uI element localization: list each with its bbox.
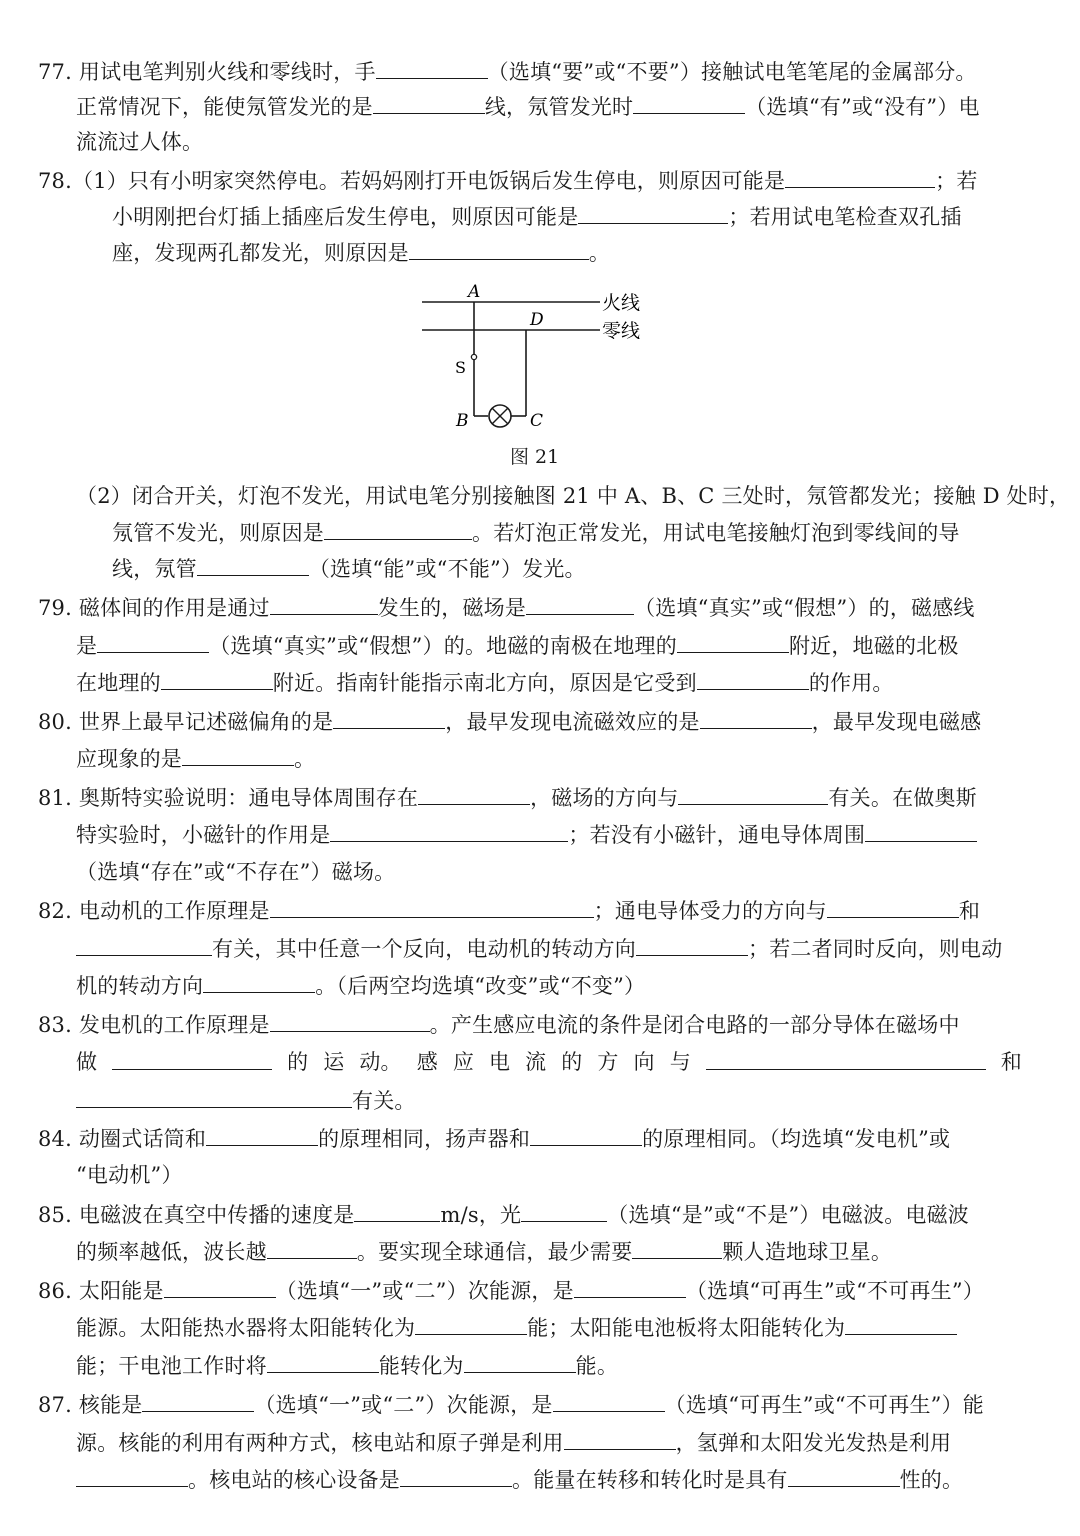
text: 能源。太阳能热水器将太阳能转化为 (76, 1316, 416, 1340)
q78-line-1 (38, 165, 978, 196)
text: 。若灯泡正常发光，用试电笔接触灯泡到零线间的导 (472, 521, 960, 545)
answer-blank[interactable] (182, 743, 294, 766)
answer-blank[interactable] (373, 91, 485, 114)
q83-line-1 (38, 1009, 960, 1040)
answer-blank[interactable] (788, 1464, 900, 1487)
q78-line-3 (112, 237, 610, 268)
answer-blank[interactable] (161, 667, 273, 690)
q78-line-2 (112, 201, 962, 232)
text: （选填“真实”或“假想”）的，磁感线 (634, 596, 975, 620)
text: 。产生感应电流的条件是闭合电路的一部分导体在磁场中 (429, 1013, 960, 1037)
text: 87. 核能是 (38, 1393, 143, 1417)
q85-line-2 (76, 1236, 892, 1267)
answer-blank[interactable] (330, 819, 568, 842)
q86-line-2 (76, 1312, 957, 1343)
answer-blank[interactable] (270, 895, 594, 918)
text: 的 (561, 1050, 583, 1074)
text: 。核电站的核心设备是 (188, 1468, 400, 1492)
text: 线，氖管 (112, 557, 197, 581)
text: “电动机”） (76, 1163, 183, 1187)
text: 应 (452, 1050, 475, 1074)
text: ；通电导体受力的方向与 (593, 899, 827, 923)
answer-blank[interactable] (400, 1464, 512, 1487)
text: 附近。指南针能指示南北方向，原因是它受到 (272, 671, 697, 695)
text: （2）闭合开关，灯泡不发光，用试电笔分别接触图 21 中 A、B、C 三处时，氖管都发光；接触 D 处时， (76, 484, 1071, 508)
answer-blank[interactable] (97, 630, 209, 653)
text: （选填“一”或“二”）次能源，是 (275, 1279, 574, 1303)
text: 。 (588, 241, 611, 265)
text: 85. 电磁波在真空中传播的速度是 (38, 1203, 355, 1227)
text: 79. 磁体间的作用是通过 (38, 596, 270, 620)
answer-blank[interactable] (415, 1312, 527, 1335)
text: 正常情况下，能使氖管发光的是 (76, 95, 373, 119)
answer-blank[interactable] (112, 1047, 272, 1070)
text: 84. 动圈式话筒和 (38, 1127, 207, 1151)
answer-blank[interactable] (785, 165, 935, 188)
text: ，氢弹和太阳发光发热是利用 (675, 1431, 952, 1455)
text: 做 (76, 1050, 98, 1074)
q87-line-3 (76, 1464, 963, 1495)
text: 附近，地磁的北极 (788, 634, 959, 658)
switch-contact-top (471, 354, 476, 359)
answer-blank[interactable] (270, 1009, 430, 1032)
text: 的原理相同，扬声器和 (318, 1127, 531, 1151)
text: 80. 世界上最早记述磁偏角的是 (38, 710, 334, 734)
q79-line-1 (38, 592, 975, 623)
text: （选填“要”或“不要”）接触试电笔笔尾的金属部分。 (487, 60, 977, 84)
text: （选填“可再生”或“不可再生”） (685, 1279, 984, 1303)
q82-line-2 (76, 933, 1002, 964)
text: 有关，其中任意一个反向，电动机的转动方向 (212, 937, 636, 961)
answer-blank[interactable] (409, 237, 589, 260)
text: 和 (958, 899, 981, 923)
text: 运 (323, 1050, 345, 1074)
answer-blank[interactable] (76, 933, 212, 956)
q79-line-2 (76, 630, 959, 661)
answer-blank[interactable] (203, 970, 315, 993)
text: 的作用。 (808, 671, 894, 695)
q80-line-1 (38, 706, 981, 737)
text: （选填“真实”或“假想”）的。地磁的南极在地理的 (209, 634, 677, 658)
q84-line-1 (38, 1123, 950, 1154)
answer-blank[interactable] (197, 553, 309, 576)
q86-line-1 (38, 1275, 984, 1306)
text: （选填“是”或“不是”）电磁波。电磁波 (607, 1203, 969, 1227)
answer-blank[interactable] (526, 592, 634, 615)
text: （选填“存在”或“不存在”）磁场。 (76, 860, 396, 884)
text: 83. 发电机的工作原理是 (38, 1013, 270, 1037)
text: ，磁场的方向与 (530, 786, 679, 810)
answer-blank[interactable] (270, 592, 378, 615)
answer-blank[interactable] (521, 1199, 607, 1222)
text: （选填“能”或“不能”）发光。 (308, 557, 586, 581)
answer-blank[interactable] (530, 1123, 642, 1146)
q87-line-2 (76, 1427, 951, 1458)
text: 机的转动方向 (76, 974, 204, 998)
answer-blank[interactable] (700, 706, 812, 729)
label-c: C (530, 411, 544, 431)
text: 77. 用试电笔判别火线和零线时，手 (38, 60, 376, 84)
answer-blank[interactable] (845, 1312, 957, 1335)
answer-blank[interactable] (418, 782, 530, 805)
text: 有关。 (352, 1089, 416, 1113)
text: 线，氖管发光时 (484, 95, 634, 119)
answer-blank[interactable] (76, 1085, 352, 1108)
text: 方 (597, 1050, 619, 1074)
text: 和 (1000, 1050, 1022, 1074)
text: 。（后两空均选填“改变”或“不变”） (315, 974, 646, 998)
circuit-svg (400, 278, 670, 448)
q82-line-3 (76, 970, 645, 1001)
text: 发生的，磁场是 (377, 596, 527, 620)
neutral-wire-label: 零线 (602, 320, 641, 342)
text: 78.（1）只有小明家突然停电。若妈妈刚打开电饭锅后发生停电，则原因可能是 (38, 169, 786, 193)
q81-line-3 (76, 857, 395, 887)
text: 应现象的是 (76, 747, 182, 771)
q87-line-1 (38, 1389, 984, 1420)
q78-p2-line-1 (76, 481, 1070, 511)
label-a: A (468, 282, 481, 302)
text: 82. 电动机的工作原理是 (38, 899, 270, 923)
q77-line-2 (76, 91, 980, 122)
q78-p2-line-2 (112, 517, 960, 548)
label-d: D (530, 310, 544, 330)
text: ，最早发现电磁感 (811, 710, 982, 734)
text: 在地理的 (76, 671, 161, 695)
q81-line-1 (38, 782, 977, 813)
answer-blank[interactable] (678, 782, 828, 805)
text: 81. 奥斯特实验说明：通电导体周围存在 (38, 786, 419, 810)
q86-line-3 (76, 1350, 618, 1381)
answer-blank[interactable] (206, 1123, 318, 1146)
text: 的原理相同。（均选填“发电机”或 (642, 1127, 951, 1151)
text: ；若用试电笔检查双孔插 (728, 205, 962, 229)
answer-blank[interactable] (267, 1350, 379, 1373)
text: ；若二者同时反向，则电动 (748, 937, 1003, 961)
text: 能转化为 (378, 1354, 464, 1378)
answer-blank[interactable] (574, 1275, 686, 1298)
text: （选填“可再生”或“不可再生”）能 (664, 1393, 984, 1417)
text: 的 (287, 1050, 309, 1074)
answer-blank[interactable] (632, 1236, 722, 1259)
answer-blank[interactable] (564, 1427, 676, 1450)
label-b: B (456, 411, 469, 431)
text: 与 (669, 1050, 691, 1074)
answer-blank[interactable] (142, 1389, 254, 1412)
q77-line-1 (38, 56, 977, 87)
live-wire-label: 火线 (602, 292, 641, 314)
answer-blank[interactable] (677, 630, 789, 653)
text: 颗人造地球卫星。 (722, 1240, 893, 1264)
text: 。能量在转移和转化时是具有 (512, 1468, 788, 1492)
q79-line-3 (76, 667, 894, 698)
text: 流 (525, 1050, 547, 1074)
figure-caption: 图 21 (510, 446, 560, 468)
text: 能；干电池工作时将 (76, 1354, 267, 1378)
text: 的频率越低，波长越 (76, 1240, 267, 1264)
text: 座，发现两孔都发光，则原因是 (112, 241, 409, 265)
text: 能；太阳能电池板将太阳能转化为 (527, 1316, 846, 1340)
text: （选填“一”或“二”）次能源，是 (254, 1393, 553, 1417)
answer-blank[interactable] (376, 56, 488, 79)
answer-blank[interactable] (827, 895, 959, 918)
answer-blank[interactable] (164, 1275, 276, 1298)
text: m/s，光 (440, 1203, 522, 1227)
answer-blank[interactable] (578, 201, 728, 224)
q84-line-2 (76, 1160, 183, 1190)
answer-blank[interactable] (865, 819, 977, 842)
text: ；若 (935, 169, 978, 193)
text: 氖管不发光，则原因是 (112, 521, 324, 545)
text: 电 (488, 1050, 511, 1074)
text: 性的。 (899, 1468, 964, 1492)
answer-blank[interactable] (633, 91, 745, 114)
text: ，最早发现电流磁效应的是 (445, 710, 700, 734)
answer-blank[interactable] (333, 706, 445, 729)
q77-line-3 (76, 127, 203, 157)
text: 有关。在做奥斯 (828, 786, 977, 810)
answer-blank[interactable] (324, 517, 472, 540)
text: 能。 (575, 1354, 619, 1378)
text: 是 (76, 634, 98, 658)
text: 感 (416, 1050, 438, 1074)
text: 。要实现全球通信，最少需要 (356, 1240, 633, 1264)
answer-blank[interactable] (464, 1350, 576, 1373)
q82-line-1 (38, 895, 980, 926)
answer-blank[interactable] (553, 1389, 665, 1412)
answer-blank[interactable] (697, 667, 809, 690)
text: 。 (294, 747, 316, 771)
answer-blank[interactable] (354, 1199, 440, 1222)
q85-line-1 (38, 1199, 969, 1230)
text: （选填“有”或“没有”）电 (745, 95, 980, 119)
text: 流流过人体。 (76, 130, 204, 154)
q83-line-2 (76, 1047, 1022, 1077)
label-s: S (455, 358, 466, 377)
answer-blank[interactable] (706, 1047, 986, 1070)
q78-p2-line-3 (112, 553, 586, 584)
text: ；若没有小磁针，通电导体周围 (568, 823, 866, 847)
answer-blank[interactable] (76, 1464, 188, 1487)
text: 小明刚把台灯插上插座后发生停电，则原因可能是 (112, 205, 579, 229)
text: 源。核能的利用有两种方式，核电站和原子弹是利用 (76, 1431, 564, 1455)
text: 向 (633, 1050, 655, 1074)
q81-line-2 (76, 819, 977, 850)
text: 86. 太阳能是 (38, 1279, 164, 1303)
answer-blank[interactable] (267, 1236, 357, 1259)
q80-line-2 (76, 743, 315, 774)
text: 特实验时，小磁针的作用是 (76, 823, 331, 847)
answer-blank[interactable] (636, 933, 748, 956)
q83-line-3 (76, 1085, 416, 1116)
text: 动。 (359, 1050, 402, 1074)
